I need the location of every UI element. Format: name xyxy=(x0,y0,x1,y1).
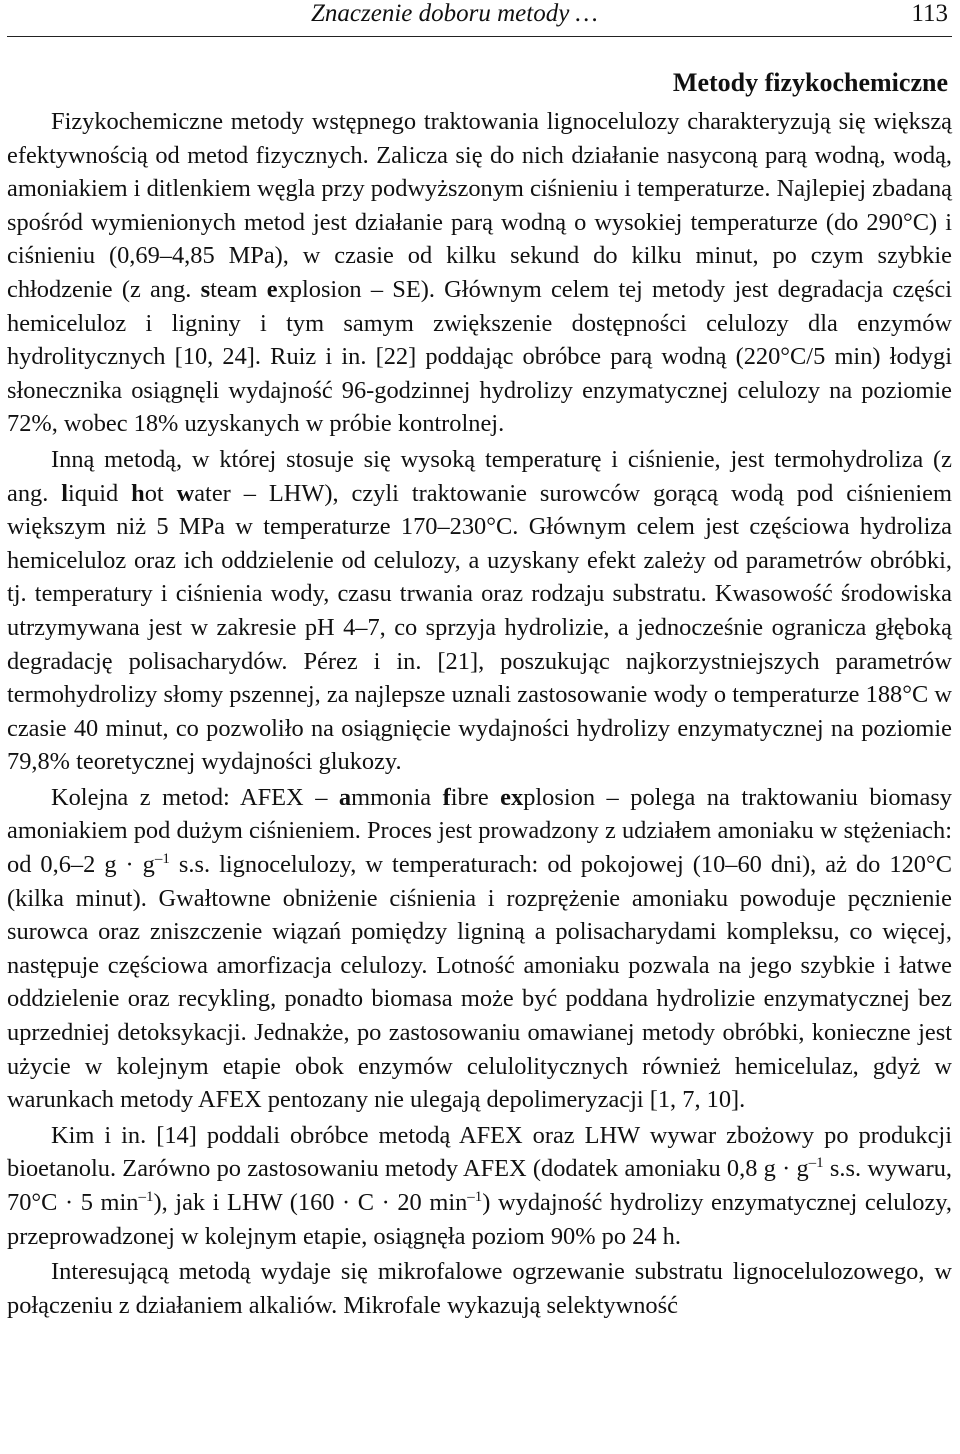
section-title: Metody fizykochemiczne xyxy=(672,68,948,97)
running-title: Znaczenie doboru metody … xyxy=(311,0,598,27)
superscript: –1 xyxy=(467,1189,483,1205)
acronym-letter: w xyxy=(176,479,195,507)
body-text xyxy=(7,105,952,1322)
text-span: iquid xyxy=(68,479,132,507)
superscript: –1 xyxy=(138,1189,154,1205)
text-span: Kolejna z metod: AFEX – xyxy=(51,783,339,811)
text-span: Kim i in. [14] poddali obróbce metodą AFEX oraz LHW wywar zbożowy po produkcji bioetanolu. Zarówno po zastosowaniu metody AFEX (dodatek amoniaku 0,8 g · g xyxy=(7,1121,952,1183)
text-span: mmonia xyxy=(351,783,443,811)
acronym-letter: a xyxy=(338,783,352,811)
text-span: plosion – polega na traktowaniu biomasy amoniakiem pod dużym ciśnieniem. Proces jest prowadzony z udziałem amoniaku w stężeniach: od 0,6–2 g · g xyxy=(7,783,953,879)
text-span: s.s. wywaru, 70°C · 5 min xyxy=(7,1155,952,1216)
text-span: team xyxy=(210,275,267,303)
text-span: xplosion – SE). Głównym celem tej metody jest degradacja części hemiceluloz i ligniny i tym samym zwiększenie dostępności celulozy dla enzymów hydrolitycznych [10, 24]. Ruiz i in. [22] poddając obróbce parą wodną (220°C/5 min) łodygi słonecznika osiągnęli wydajność 96-godzinnej hydrolizy enzymatycznej celulozy na poziomie 72%, wobec 18% uzyskanych w próbie kontrolnej. xyxy=(7,275,952,438)
text-span: s.s. lignocelulozy, w temperaturach: od pokojowej (10–60 dni), aż do 120°C (kilka minut). Gwałtowne obniżenie ciśnienia i rozprężenie amoniaku powoduje pęcznienie surowca oraz zniszczenie wiązań pomiędzy ligniną a polisacharydami kompleksu, co więcej, następuje częściowa amorfizacja celulozy. Lotność amoniaku pozwala na jego szybkie i łatwe oddzielenie oraz recykling, ponadto biomasa może być poddana hydrolizie enzymatycznej bez uprzedniej detoksykacji. Jednakże, po zastosowaniu omawianej metody obróbki, konieczne jest użycie w kolejnym etapie obok enzymów celulolitycznych również hemicelulaz, gdyż w warunkach metody AFEX pentozany nie ulegają depolimeryzacji [1, 7, 10]. xyxy=(7,851,952,1114)
text-span: ) wydajność hydrolizy enzymatycznej celulozy, przeprowadzonej w kolejnym etapie, osiągnęła poziom 90% po 24 h. xyxy=(7,1189,952,1250)
paragraph-kim xyxy=(7,1119,952,1253)
acronym-letter: h xyxy=(131,479,145,507)
text-span: ), jak i LHW (160 · C · 20 min xyxy=(153,1189,468,1216)
text-span: ibre xyxy=(450,783,501,811)
paragraph-microwave xyxy=(7,1255,952,1322)
text-span: Inną metodą, w której stosuje się wysoką temperaturę i ciśnienie, jest termohydroliza (z ang. xyxy=(7,445,952,507)
text-span: ater – LHW), czyli traktowanie surowców gorącą wodą pod ciśnieniem większym niż 5 MPa w temperaturze 170–230°C. Głównym celem jest częściowa hydroliza hemiceluloz oraz ich oddzielenie od celulozy, a uzyskany efekt zależy od parametrów obróbki, tj. temperatury i ciśnienia wody, czasu trwania oraz rodzaju substratu. Kwasowość środowiska utrzymywana jest w zakresie pH 4–7, co sprzyja hydrolizie, a jednocześnie ogranicza głęboką degradację polisacharydów. Pérez i in. [21], poszukując najkorzystniejszych parametrów termohydrolizy słomy pszennej, za najlepsze uznali zastosowanie wody o temperaturze 188°C w czasie 40 minut, co pozwoliło na osiągnięcie wydajności hydrolizy enzymatycznej na poziomie 79,8% teoretycznej wydajności glukozy. xyxy=(7,479,952,776)
superscript: –1 xyxy=(154,851,170,868)
paragraph-afex xyxy=(7,781,952,1117)
acronym-letter: ex xyxy=(500,783,524,811)
paragraph-steam-explosion xyxy=(7,105,952,441)
superscript: –1 xyxy=(808,1155,824,1172)
text-span: ot xyxy=(144,479,177,507)
text-span: Fizykochemiczne metody wstępnego traktowania lignocelulozy charakteryzują się większą efektywnością od metod fizycznych. Zalicza się do nich działanie nasyconą parą wodną, wodą, amoniakiem i ditlenkiem węgla przy podwyższonym ciśnieniu i temperaturze. Najlepiej zbadaną spośród wymienionych metod jest działanie parą wodną o wysokiej temperaturze (do 290°C) i ciśnieniu (0,69–4,85 MPa), w czasie od kilku sekund do kilku minut, po czym szybkie chłodzenie (z ang. xyxy=(7,108,952,303)
acronym-letter: l xyxy=(61,479,69,507)
acronym-letter: f xyxy=(442,783,451,811)
page-number: 113 xyxy=(911,0,948,27)
acronym-letter: s xyxy=(200,275,211,303)
running-header xyxy=(7,0,952,37)
paragraph-lhw xyxy=(7,443,952,779)
acronym-letter: e xyxy=(266,275,278,303)
text-span: Interesującą metodą wydaje się mikrofalowe ogrzewanie substratu lignocelulozowego, w połączeniu z działaniem alkaliów. Mikrofale wykazują selektywność xyxy=(7,1258,952,1319)
